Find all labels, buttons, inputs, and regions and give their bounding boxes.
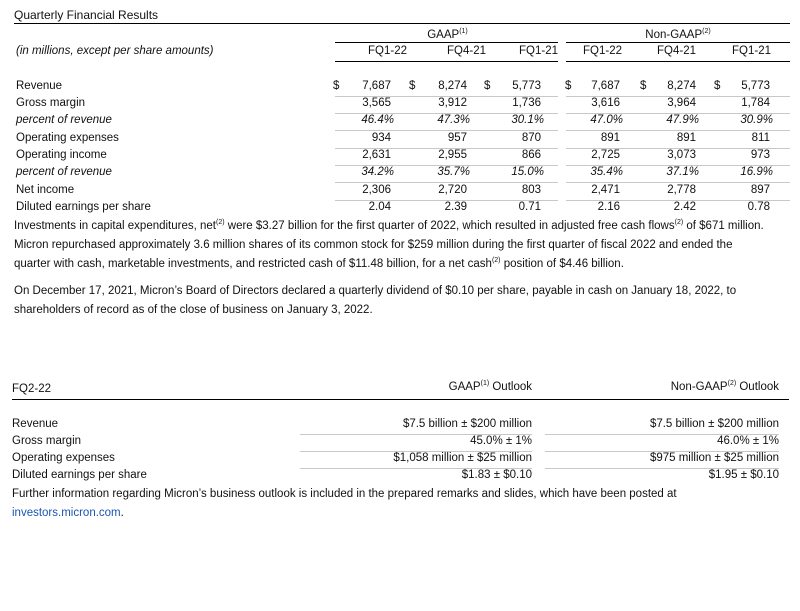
- paragraph-line: shareholders of record as of the close of business on January 3, 2022.: [14, 304, 373, 316]
- table-row: [0, 418, 800, 435]
- dollar-sign: $: [714, 80, 721, 92]
- paragraph-line: quarter with cash, marketable investments, and restricted cash of $11.48 billion, for a net cash$^{(2)}$ position of $4.46 billion.: [14, 257, 624, 270]
- cell: 973: [750, 149, 770, 161]
- footer-paragraph: [12, 485, 787, 523]
- cell: 35.7%: [437, 166, 470, 178]
- cell: 811: [751, 132, 770, 144]
- row-label: percent of revenue: [16, 114, 112, 126]
- row-label: percent of revenue: [16, 166, 112, 178]
- cell: 2,471: [591, 184, 620, 196]
- cell: 35.4%: [590, 166, 623, 178]
- nongaap-value: $975 million ± $25 million: [649, 452, 779, 464]
- cell: 30.9%: [740, 114, 773, 126]
- table-row: [0, 97, 800, 114]
- table-row: [0, 80, 800, 97]
- table-row: [0, 435, 800, 452]
- row-label: Operating expenses: [12, 452, 115, 464]
- cell: 957: [447, 132, 467, 144]
- table-row: [0, 114, 800, 131]
- dollar-sign: $: [484, 80, 491, 92]
- cell: 7,687: [362, 80, 391, 92]
- investors-link[interactable]: investors.micron.com: [12, 507, 121, 519]
- table-row: [0, 184, 800, 201]
- cell: 46.4%: [361, 114, 394, 126]
- cell: 1,736: [512, 97, 541, 109]
- cell: 16.9%: [740, 166, 773, 178]
- nongaap-value: $7.5 billion ± $200 million: [649, 418, 779, 430]
- paragraph-line: On December 17, 2021, Micron’s Board of Directors declared a quarterly dividend of $0.10 per share, payable in cash on January 18, 2022, to: [14, 285, 737, 297]
- col-header-6: FQ1-21: [732, 45, 771, 57]
- cell: 30.1%: [511, 114, 544, 126]
- cell: 897: [750, 184, 770, 196]
- cell: 47.9%: [666, 114, 699, 126]
- cell: 2.16: [597, 201, 620, 213]
- col-header-1: FQ1-22: [368, 45, 407, 57]
- row-label: Operating income: [16, 149, 107, 161]
- cell: 891: [600, 132, 620, 144]
- cell: 3,073: [667, 149, 696, 161]
- table-row: [0, 452, 800, 469]
- cell: 866: [521, 149, 541, 161]
- col-header-5: FQ4-21: [657, 45, 696, 57]
- nongaap-cols-rule: [566, 61, 790, 62]
- dollar-sign: $: [565, 80, 572, 92]
- row-divider: [335, 182, 558, 183]
- cell: 3,565: [362, 97, 391, 109]
- row-label: Diluted earnings per share: [16, 201, 151, 213]
- cell: 2.42: [673, 201, 696, 213]
- cell: 934: [371, 132, 391, 144]
- cell: 15.0%: [511, 166, 544, 178]
- dollar-sign: $: [333, 80, 340, 92]
- row-divider: [566, 182, 790, 183]
- cell: 1,784: [741, 97, 770, 109]
- dollar-sign: $: [409, 80, 416, 92]
- cell: 0.71: [518, 201, 541, 213]
- cell: 8,274: [667, 80, 696, 92]
- paragraph-line: investors.micron.com.: [12, 507, 124, 519]
- cell: 5,773: [741, 80, 770, 92]
- paragraph-line: Investments in capital expenditures, net$^{(2)}$ were $3.27 billion for the first quarter of 2022, which resulted in adjusted free cash flows$^{(2)}$ of $671 million.: [14, 219, 764, 232]
- cell: 891: [676, 132, 696, 144]
- col-header-3: FQ1-21: [519, 45, 558, 57]
- outlook-header-rule: [12, 399, 789, 400]
- gaap-group-header: GAAP$^{(1)}$: [427, 28, 468, 41]
- dividend-paragraph: [14, 282, 789, 320]
- cell: 2,955: [438, 149, 467, 161]
- row-label: Net income: [16, 184, 75, 196]
- cell: 2,725: [591, 149, 620, 161]
- row-divider: [335, 130, 558, 131]
- col-header-4: FQ1-22: [583, 45, 622, 57]
- paragraph-line: Micron repurchased approximately 3.6 million shares of its common stock for $259 million during the first quarter of fiscal 2022 and ended the: [14, 239, 733, 251]
- table-row: [0, 201, 800, 218]
- cell: 0.78: [747, 201, 770, 213]
- cell: 8,274: [438, 80, 467, 92]
- table-title: Quarterly Financial Results: [14, 8, 159, 22]
- table-row: [0, 149, 800, 166]
- gaap-value: $7.5 billion ± $200 million: [402, 418, 532, 430]
- cell: 34.2%: [361, 166, 394, 178]
- col-header-2: FQ4-21: [447, 45, 486, 57]
- cell: 2,631: [362, 149, 391, 161]
- cell: 803: [521, 184, 541, 196]
- cell: 7,687: [591, 80, 620, 92]
- cell: 5,773: [512, 80, 541, 92]
- table-row: [0, 166, 800, 183]
- table-row: [0, 132, 800, 149]
- nongaap-group-header: Non-GAAP$^{(2)}$: [645, 28, 711, 41]
- row-label: Gross margin: [16, 97, 86, 109]
- paragraph-line: Further information regarding Micron’s business outlook is included in the prepared remarks and slides, which have been posted at: [12, 488, 677, 500]
- cell: 3,616: [591, 97, 620, 109]
- gaap-value: $1,058 million ± $25 million: [393, 452, 532, 464]
- nongaap-value: 46.0% ± 1%: [717, 435, 779, 447]
- row-label: Gross margin: [12, 435, 82, 447]
- nongaap-group-rule: [566, 42, 790, 43]
- gaap-group-rule: [335, 42, 558, 43]
- cell: 47.0%: [590, 114, 623, 126]
- cell: 2.39: [444, 201, 467, 213]
- cell: 2,720: [438, 184, 467, 196]
- nongaap-value: $1.95 ± $0.10: [708, 469, 779, 481]
- cell: 2,778: [667, 184, 696, 196]
- row-label: Operating expenses: [16, 132, 119, 144]
- gaap-value: $1.83 ± $0.10: [461, 469, 532, 481]
- cell: 2.04: [368, 201, 391, 213]
- gaap-value: 45.0% ± 1%: [470, 435, 532, 447]
- nongaap-outlook-header: Non-GAAP$^{(2)}$ Outlook: [670, 380, 779, 393]
- dollar-sign: $: [640, 80, 647, 92]
- outlook-period: FQ2-22: [12, 383, 51, 395]
- title-rule: [14, 23, 790, 24]
- table-row: [0, 469, 800, 486]
- units-subtitle: (in millions, except per share amounts): [16, 45, 214, 57]
- capex-paragraph: [14, 217, 789, 274]
- row-label: Revenue: [12, 418, 59, 430]
- gaap-outlook-header: GAAP$^{(1)}$ Outlook: [448, 380, 532, 393]
- cell: 37.1%: [666, 166, 699, 178]
- cell: 870: [521, 132, 541, 144]
- row-divider: [566, 130, 790, 131]
- cell: 47.3%: [437, 114, 470, 126]
- gaap-cols-rule: [335, 61, 558, 62]
- row-label: Revenue: [16, 80, 63, 92]
- cell: 3,964: [667, 97, 696, 109]
- cell: 3,912: [438, 97, 467, 109]
- row-label: Diluted earnings per share: [12, 469, 147, 481]
- cell: 2,306: [362, 184, 391, 196]
